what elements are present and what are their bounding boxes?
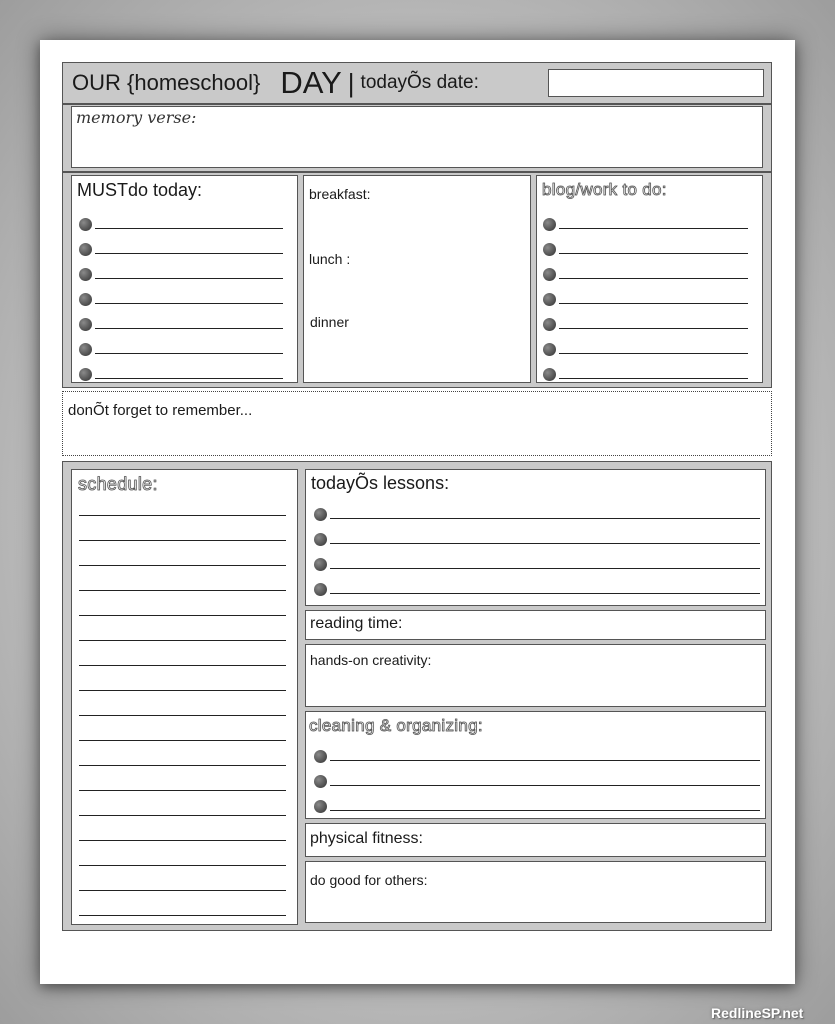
entry-line — [559, 302, 748, 304]
bullet-icon — [314, 583, 327, 596]
entry-line — [330, 592, 760, 594]
good-deeds-label: do good for others: — [310, 872, 428, 888]
lessons-list — [314, 496, 760, 596]
list-item[interactable] — [314, 763, 760, 788]
title-day: DAY — [280, 65, 342, 100]
bullet-icon — [79, 218, 92, 231]
date-label: todayÕs date: — [360, 72, 479, 93]
list-item[interactable] — [79, 356, 283, 381]
entry-line — [330, 809, 760, 811]
schedule-lines — [79, 491, 286, 916]
list-item[interactable] — [79, 206, 283, 231]
schedule-line[interactable] — [79, 690, 286, 691]
bullet-icon — [79, 293, 92, 306]
lunch-label: lunch : — [309, 251, 351, 267]
list-item[interactable] — [79, 231, 283, 256]
entry-line — [95, 277, 283, 279]
entry-line — [95, 252, 283, 254]
good-deeds-box[interactable] — [305, 861, 766, 923]
bullet-icon — [314, 775, 327, 788]
entry-line — [559, 277, 748, 279]
bullet-icon — [314, 508, 327, 521]
schedule-line[interactable] — [79, 740, 286, 741]
entry-line — [95, 327, 283, 329]
bullet-icon — [543, 268, 556, 281]
page-title — [72, 66, 479, 100]
title-separator: | — [347, 67, 355, 98]
breakfast-label: breakfast: — [309, 186, 371, 202]
entry-line — [559, 227, 748, 229]
list-item[interactable] — [543, 256, 748, 281]
list-item[interactable] — [543, 306, 748, 331]
list-item[interactable] — [314, 571, 760, 596]
schedule-line[interactable] — [79, 915, 286, 916]
list-item[interactable] — [79, 306, 283, 331]
bullet-icon — [543, 243, 556, 256]
date-field[interactable] — [548, 69, 764, 97]
bullet-icon — [314, 558, 327, 571]
bullet-icon — [543, 218, 556, 231]
entry-line — [559, 327, 748, 329]
schedule-line[interactable] — [79, 615, 286, 616]
entry-line — [95, 377, 283, 379]
bullet-icon — [543, 368, 556, 381]
dinner-label: dinner — [310, 314, 349, 330]
schedule-line[interactable] — [79, 840, 286, 841]
entry-line — [330, 759, 760, 761]
bullet-icon — [314, 800, 327, 813]
schedule-line[interactable] — [79, 640, 286, 641]
list-item[interactable] — [543, 231, 748, 256]
must-do-label: MUSTdo today: — [77, 180, 203, 200]
list-item[interactable] — [543, 331, 748, 356]
bullet-icon — [79, 243, 92, 256]
list-item[interactable] — [543, 356, 748, 381]
schedule-line[interactable] — [79, 665, 286, 666]
reminder-label: donÕt forget to remember... — [68, 402, 253, 419]
lessons-label: todayÕs lessons: — [311, 473, 450, 493]
schedule-line[interactable] — [79, 865, 286, 866]
entry-line — [559, 352, 748, 354]
bullet-icon — [79, 318, 92, 331]
schedule-line[interactable] — [79, 890, 286, 891]
schedule-line[interactable] — [79, 590, 286, 591]
bullet-icon — [79, 343, 92, 356]
list-item[interactable] — [314, 496, 760, 521]
must-do-list — [79, 206, 283, 381]
list-item[interactable] — [543, 281, 748, 306]
bullet-icon — [314, 750, 327, 763]
bullet-icon — [79, 368, 92, 381]
entry-line — [95, 227, 283, 229]
cleaning-list — [314, 738, 760, 813]
cleaning-label: cleaning & organizing: — [309, 716, 483, 735]
entry-line — [330, 567, 760, 569]
reading-time-label: reading time: — [310, 615, 403, 632]
blog-work-label: blog/work to do: — [542, 180, 667, 199]
entry-line — [330, 784, 760, 786]
creativity-label: hands-on creativity: — [310, 652, 432, 668]
list-item[interactable] — [543, 206, 748, 231]
entry-line — [330, 517, 760, 519]
title-prefix: OUR {homeschool} — [72, 70, 261, 95]
memory-verse-label: memory verse: — [76, 108, 197, 127]
entry-line — [95, 302, 283, 304]
schedule-line[interactable] — [79, 790, 286, 791]
meals-box[interactable] — [303, 175, 531, 383]
watermark-text: RedlineSP.net — [711, 1005, 804, 1021]
entry-line — [95, 352, 283, 354]
entry-line — [559, 377, 748, 379]
list-item[interactable] — [314, 738, 760, 763]
list-item[interactable] — [314, 521, 760, 546]
bullet-icon — [543, 343, 556, 356]
schedule-line[interactable] — [79, 540, 286, 541]
schedule-line[interactable] — [79, 715, 286, 716]
list-item[interactable] — [79, 331, 283, 356]
fitness-label: physical fitness: — [310, 830, 423, 847]
schedule-line[interactable] — [79, 515, 286, 516]
list-item[interactable] — [79, 281, 283, 306]
schedule-line[interactable] — [79, 765, 286, 766]
entry-line — [559, 252, 748, 254]
list-item[interactable] — [314, 788, 760, 813]
bullet-icon — [79, 268, 92, 281]
schedule-line[interactable] — [79, 815, 286, 816]
entry-line — [330, 542, 760, 544]
bullet-icon — [543, 293, 556, 306]
schedule-label: schedule: — [78, 474, 158, 494]
list-item[interactable] — [79, 256, 283, 281]
blog-work-list — [543, 206, 748, 381]
bullet-icon — [314, 533, 327, 546]
schedule-line[interactable] — [79, 565, 286, 566]
reminder-box[interactable] — [62, 391, 772, 456]
bullet-icon — [543, 318, 556, 331]
list-item[interactable] — [314, 546, 760, 571]
